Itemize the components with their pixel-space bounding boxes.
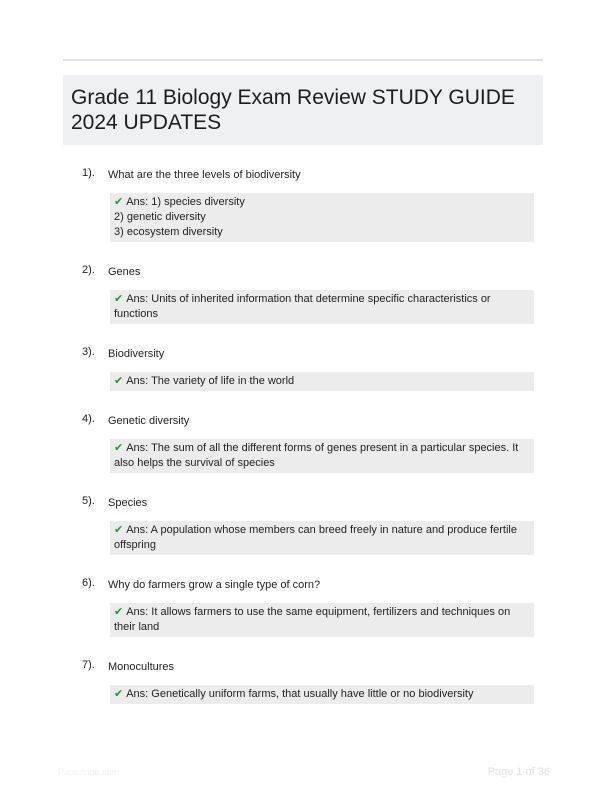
- answer-box: [110, 603, 534, 637]
- answer-box: [110, 439, 534, 473]
- check-icon: ✔: [114, 375, 124, 387]
- answer-box: [110, 193, 534, 242]
- title-banner: [63, 75, 543, 145]
- question-number: 5).: [82, 495, 95, 507]
- question-item: [0, 657, 606, 704]
- check-icon: ✔: [114, 293, 124, 305]
- check-icon: ✔: [114, 606, 124, 618]
- answer-text: Ans: It allows farmers to use the same equipment, fertilizers and techniques on their land: [114, 606, 511, 633]
- question-text: Why do farmers grow a single type of corn?: [108, 579, 321, 591]
- answer-line: [114, 195, 530, 210]
- answer-line: [114, 441, 530, 471]
- question-text: Genes: [108, 266, 141, 278]
- question-number: 2).: [82, 264, 95, 276]
- answer-text: 3) ecosystem diversity: [114, 226, 223, 238]
- check-icon: ✔: [114, 688, 124, 700]
- answer-text: Ans: Genetically uniform farms, that usually have little or no biodiversity: [126, 688, 474, 700]
- question-item: [0, 575, 606, 637]
- answer-text: Ans: A population whose members can breed freely in nature and produce fertile offspring: [114, 524, 517, 551]
- question-number: 4).: [82, 413, 95, 425]
- watermark-text: Papertribe.com: [58, 767, 120, 777]
- answer-box: [110, 521, 534, 555]
- answer-line: [114, 605, 530, 635]
- answer-line: [114, 225, 530, 240]
- answer-box: [110, 685, 534, 704]
- question-item: [0, 344, 606, 391]
- question-text: What are the three levels of biodiversity: [108, 169, 301, 181]
- question-text: Monocultures: [108, 661, 175, 673]
- answer-text: Ans: Units of inherited information that determine specific characteristics or functions: [114, 293, 491, 320]
- question-item: [0, 165, 606, 242]
- answer-text: Ans: The sum of all the different forms of genes present in a particular species. It also helps the survival of species: [114, 442, 519, 469]
- answer-line: [114, 210, 530, 225]
- answer-box: [110, 290, 534, 324]
- check-icon: ✔: [114, 442, 124, 454]
- question-number: 3).: [82, 346, 95, 358]
- answer-line: [114, 374, 530, 389]
- question-number: 1).: [82, 167, 95, 179]
- answer-text: Ans: 1) species diversity: [126, 196, 245, 208]
- question-item: [0, 411, 606, 473]
- answer-text: Ans: The variety of life in the world: [126, 375, 295, 387]
- answer-line: [114, 687, 530, 702]
- check-icon: ✔: [114, 524, 124, 536]
- answer-line: [114, 523, 530, 553]
- question-text: Genetic diversity: [108, 415, 190, 427]
- question-item: [0, 262, 606, 324]
- question-text: Species: [108, 497, 148, 509]
- answer-box: [110, 372, 534, 391]
- page-title: Grade 11 Biology Exam Review STUDY GUIDE 2024 UPDATES: [71, 86, 515, 134]
- question-number: 7).: [82, 659, 95, 671]
- check-icon: ✔: [114, 196, 124, 208]
- answer-line: [114, 292, 530, 322]
- answer-text: 2) genetic diversity: [114, 211, 206, 223]
- top-divider: [63, 59, 543, 61]
- question-item: [0, 493, 606, 555]
- question-list: [0, 165, 606, 724]
- question-text: Biodiversity: [108, 348, 165, 360]
- question-number: 6).: [82, 577, 95, 589]
- page-indicator: Page 1 of 36: [487, 766, 550, 778]
